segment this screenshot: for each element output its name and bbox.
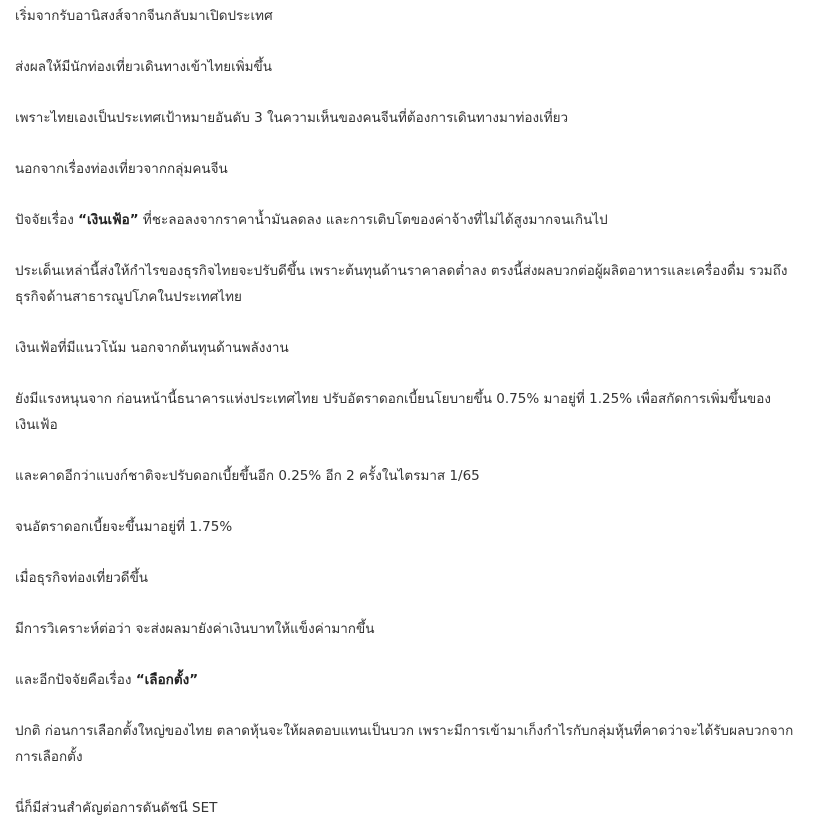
paragraph: นอกจากเรื่องท่องเที่ยวจากกลุ่มคนจีน <box>15 161 228 177</box>
emphasis-text: “เงินเฟ้อ” <box>78 212 139 228</box>
paragraph: มีการวิเคราะห์ต่อว่า จะส่งผลมายังค่าเงินบาทให้แข็งค่ามากขึ้น <box>15 621 375 637</box>
paragraph: ยังมีแรงหนุนจาก ก่อนหน้านี้ธนาคารแห่งประเทศไทย ปรับอัตราดอกเบี้ยนโยบายขึ้น 0.75% มาอยู่ที่ 1.25% เพื่อสกัดการเพิ่มขึ้นของเงินเฟ้อ <box>15 391 771 433</box>
paragraph: เงินเฟ้อที่มีแนวโน้ม นอกจากต้นทุนด้านพลังงาน <box>15 340 289 356</box>
paragraph: เพราะไทยเองเป็นประเทศเป้าหมายอันดับ 3 ในความเห็นของคนจีนที่ต้องการเดินทางมาท่องเที่ยว <box>15 110 569 126</box>
paragraph: เริ่มจากรับอานิสงส์จากจีนกลับมาเปิดประเทศ <box>15 8 273 24</box>
paragraph-text: และอีกปัจจัยคือเรื่อง <box>15 672 136 688</box>
paragraph: นี่ก็มีส่วนสำคัญต่อการดันดัชนี SET <box>15 800 218 816</box>
paragraph: ส่งผลให้มีนักท่องเที่ยวเดินทางเข้าไทยเพิ่มขึ้น <box>15 59 272 75</box>
paragraph <box>15 207 805 233</box>
paragraph: ประเด็นเหล่านี้ส่งให้กำไรของธุรกิจไทยจะปรับดีขึ้น เพราะต้นทุนด้านราคาลดต่ำลง ตรงนี้ส่งผลบวกต่อผู้ผลิตอาหารและเครื่องดื่ม รวมถึงธุรกิจด้านสาธารณูปโภคในประเทศไทย <box>15 263 788 305</box>
paragraph-text: ที่ชะลอลงจากราคาน้ำมันลดลง และการเติบโตของค่าจ้างที่ไม่ได้สูงมากจนเกินไป <box>138 212 608 228</box>
paragraph: และคาดอีกว่าแบงก์ชาติจะปรับดอกเบี้ยขึ้นอีก 0.25% อีก 2 ครั้งในไตรมาส 1/65 <box>15 468 480 484</box>
emphasis-text: “เลือกตั้ง” <box>135 672 199 688</box>
paragraph-text: ปัจจัยเรื่อง <box>15 212 79 228</box>
paragraph: ปกติ ก่อนการเลือกตั้งใหญ่ของไทย ตลาดหุ้นจะให้ผลตอบแทนเป็นบวก เพราะมีการเข้ามาเก็งกำไรกับกลุ่มหุ้นที่คาดว่าจะได้รับผลบวกจากการเลือกตั้ง <box>15 723 794 765</box>
paragraph: จนอัตราดอกเบี้ยจะขึ้นมาอยู่ที่ 1.75% <box>15 519 233 535</box>
paragraph <box>15 667 805 693</box>
paragraph: เมื่อธุรกิจท่องเที่ยวดีขึ้น <box>15 570 149 586</box>
